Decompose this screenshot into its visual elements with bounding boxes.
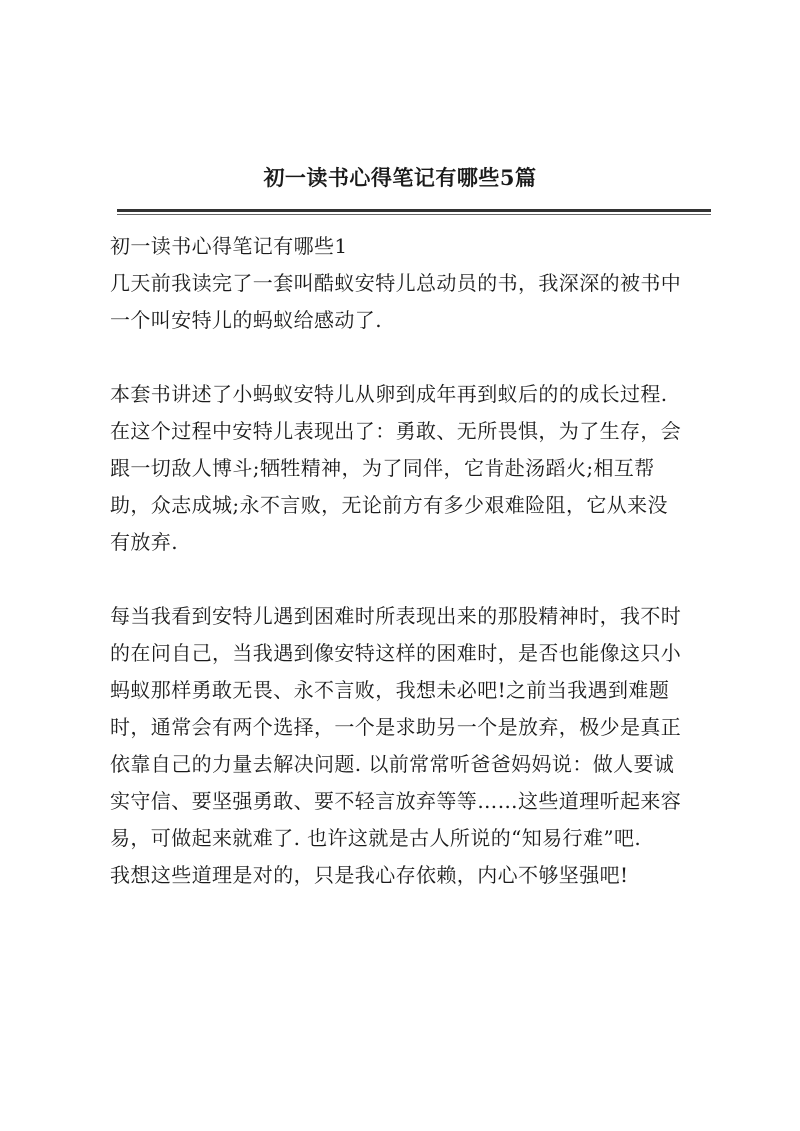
section-heading: 初一读书心得笔记有哪些1 bbox=[110, 234, 348, 258]
paragraph-gap bbox=[110, 561, 710, 598]
title-divider bbox=[117, 209, 711, 212]
paragraph-3 bbox=[110, 598, 710, 894]
paragraph-line: 时，通常会有两个选择，一个是求助另一个是放弃，极少是真正 bbox=[110, 715, 682, 739]
paragraph-line: 在这个过程中安特儿表现出了：勇敢、无所畏惧，为了生存，会 bbox=[110, 419, 682, 443]
paragraph-line: 本套书讲述了小蚂蚁安特儿从卵到成年再到蚁后的的成长过程. bbox=[110, 382, 668, 406]
paragraph-gap bbox=[110, 339, 710, 376]
paragraph-line: 每当我看到安特儿遇到困难时所表现出来的那股精神时，我不时 bbox=[110, 604, 682, 628]
paragraph-line: 我想这些道理是对的，只是我心存依赖，内心不够坚强吧! bbox=[110, 863, 629, 887]
paragraph-line: 一个叫安特儿的蚂蚁给感动了. bbox=[110, 308, 382, 332]
paragraph-line: 跟一切敌人博斗;牺牲精神，为了同伴，它肯赴汤蹈火;相互帮 bbox=[110, 456, 655, 480]
paragraph-line: 的在问自己，当我遇到像安特这样的困难时，是否也能像这只小 bbox=[110, 641, 682, 665]
page-title: 初一读书心得笔记有哪些5篇 bbox=[263, 165, 537, 190]
paragraph-line: 助，众志成城;永不言败，无论前方有多少艰难险阻，它从来没 bbox=[110, 493, 668, 517]
paragraph-1 bbox=[110, 265, 710, 339]
paragraph-line: 依靠自己的力量去解决问题. 以前常常听爸爸妈妈说：做人要诚 bbox=[110, 752, 675, 776]
paragraph-2 bbox=[110, 376, 710, 561]
paragraph-line: 易，可做起来就难了. 也许这就是古人所说的“知易行难”吧. bbox=[110, 826, 642, 850]
paragraph-line: 几天前我读完了一套叫酷蚁安特儿总动员的书，我深深的被书中 bbox=[110, 271, 682, 295]
paragraph-line: 有放弃. bbox=[110, 530, 178, 554]
paragraph-line: 实守信、要坚强勇敢、要不轻言放弃等等……这些道理听起来容 bbox=[110, 789, 682, 813]
title-divider-thin bbox=[117, 214, 711, 215]
document-body bbox=[110, 228, 710, 894]
paragraph-line: 蚂蚁那样勇敢无畏、永不言败，我想未必吧!之前当我遇到难题 bbox=[110, 678, 670, 702]
